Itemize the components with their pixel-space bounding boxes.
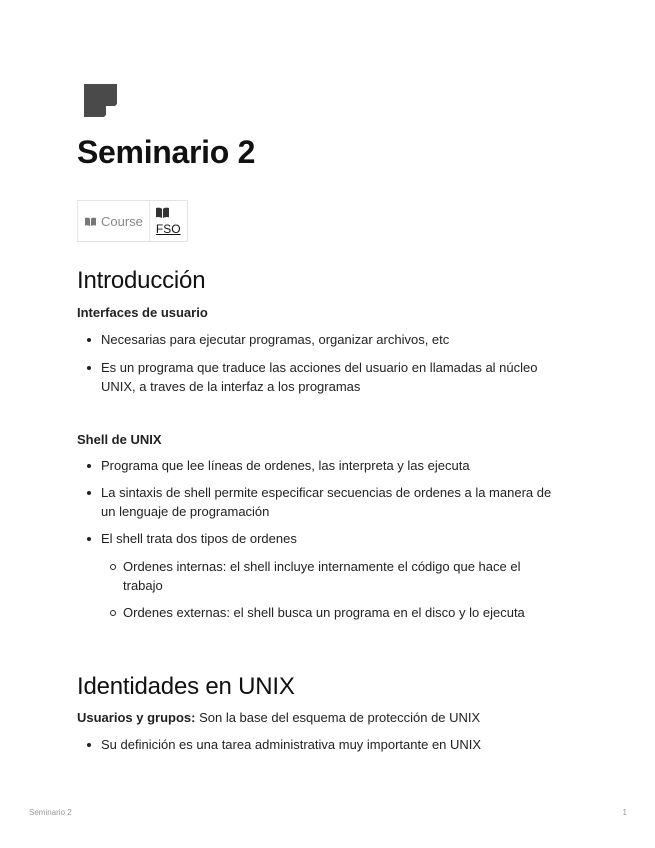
list-item: La sintaxis de shell permite especificar secuencias de ordenes a la manera de un lenguaje de programación [77,483,587,521]
property-name-label: Course [101,213,143,229]
shell-list [77,456,587,475]
footer-page-number: 1 [622,808,627,817]
sublist-item: Ordenes externas: el shell busca un programa en el disco y lo ejecuta [77,603,587,622]
book-icon [156,207,181,221]
interfaces-title: Interfaces de usuario [77,305,208,320]
identities-lead-text: Son la base del esquema de protección de UNIX [195,710,481,725]
shell-list-2 [77,483,587,521]
interfaces-list [77,330,587,349]
section-heading-identities: Identidades en UNIX [77,673,295,700]
page-icon [84,84,117,117]
section-heading-intro: Introducción [77,267,206,294]
list-item: El shell trata dos tipos de ordenes [77,529,587,548]
property-name [78,201,150,241]
list-item: Necesarias para ejecutar programas, organizar archivos, etc [77,330,587,349]
list-item: Es un programa que traduce las acciones del usuario en llamadas al núcleo UNIX, a traves de la interfaz a los programas [77,358,587,396]
shell-sublist [77,557,587,595]
properties-table [77,200,188,242]
shell-list-3 [77,529,587,548]
page-title: Seminario 2 [77,134,256,170]
shell-title: Shell de UNIX [77,432,162,447]
book-icon [85,214,96,229]
identities-lead-bold: Usuarios y grupos: [77,710,196,725]
sublist-item: Ordenes internas: el shell incluye internamente el código que hace el trabajo [77,557,587,595]
course-link[interactable]: FSO [155,221,181,236]
list-item: Su definición es una tarea administrativa muy importante en UNIX [77,735,587,754]
identities-list [77,735,587,754]
footer-title: Seminario 2 [29,808,72,817]
interfaces-list-2 [77,358,587,396]
identities-lead [77,708,587,727]
list-item: Programa que lee líneas de ordenes, las interpreta y las ejecuta [77,456,587,475]
property-value[interactable] [150,201,187,241]
shell-sublist-2 [77,603,587,622]
